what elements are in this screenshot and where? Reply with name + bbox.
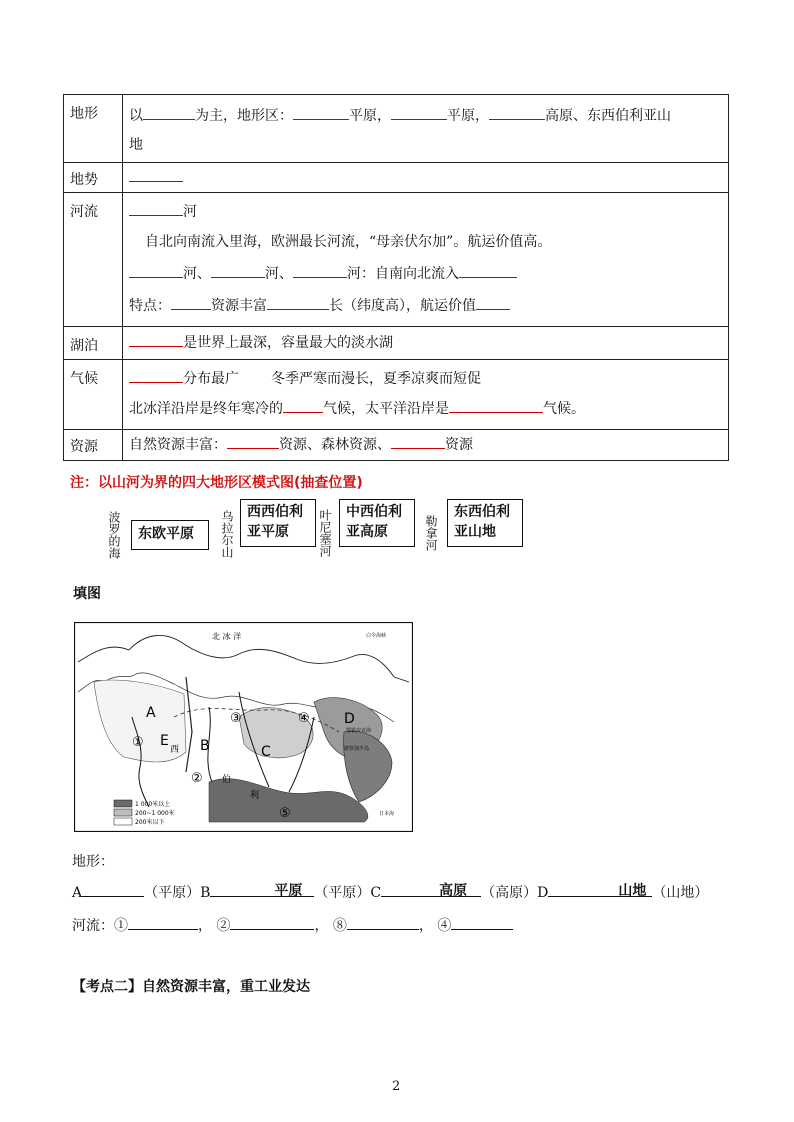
fill-blank[interactable] <box>230 913 314 930</box>
text: 河：自南向北流入 <box>347 266 459 282</box>
text: ， ⑧ <box>314 918 347 934</box>
terrain-answer-label: 地形： <box>72 854 114 870</box>
fill-blank[interactable] <box>128 913 198 930</box>
map-bo-label: 伯 <box>222 775 232 785</box>
fill-blank[interactable] <box>293 261 347 278</box>
map-num-3: ③ <box>230 711 242 726</box>
box-text: 亚山地 <box>454 524 496 540</box>
text: 高原、东西伯利亚山 <box>545 108 671 124</box>
row-label: 河流 <box>64 193 123 327</box>
fill-blank[interactable] <box>459 261 517 278</box>
row-label: 资源 <box>64 430 123 461</box>
map-num-5: ⑤ <box>279 806 291 821</box>
box-text: 亚平原 <box>247 524 289 540</box>
box-east-european-plain <box>131 520 209 550</box>
text: 自北向南流入里海，欧洲最长河流，“母亲伏尔加”。航运价值高。 <box>145 234 552 250</box>
box-text: 东西伯利 <box>454 504 510 520</box>
legend-2: 200~1 000米 <box>135 810 175 817</box>
fill-blank[interactable] <box>347 913 419 930</box>
text: 气候。 <box>543 401 585 417</box>
fill-blank[interactable] <box>211 261 265 278</box>
box-text: 东欧平原 <box>138 526 194 542</box>
row-label: 气候 <box>64 360 123 430</box>
box-text: 亚高原 <box>346 524 388 540</box>
box-text: 西西伯利 <box>247 504 303 520</box>
text: ， ④ <box>418 918 452 934</box>
fill-blank[interactable] <box>129 366 183 383</box>
resources-row <box>64 430 729 461</box>
slope-row <box>64 163 729 193</box>
fill-blank[interactable] <box>82 880 144 897</box>
fill-blank[interactable] <box>129 330 183 347</box>
text: 资源、森林资源、 <box>279 437 391 453</box>
row-label: 地形 <box>64 95 123 163</box>
fill-blank[interactable] <box>391 432 445 449</box>
fill-map-title: 填图 <box>73 586 101 602</box>
text: 以 <box>129 108 143 124</box>
text: 资源丰富 <box>211 298 267 314</box>
map-ocean-label: 北 冰 洋 <box>212 632 242 641</box>
map-okhotsk-label: 鄂霍次克海 <box>346 728 372 734</box>
fill-blank[interactable] <box>129 261 183 278</box>
map-japan-sea-label: 日本海 <box>379 811 395 817</box>
text: 为主，地形区： <box>195 108 293 124</box>
geography-table <box>63 94 729 461</box>
map-letter-e: E <box>160 733 169 749</box>
answer-text: 高原 <box>439 883 468 899</box>
text: A <box>72 885 83 901</box>
russia-relief-map <box>74 622 413 832</box>
text: 河 <box>183 204 197 220</box>
terrain-row <box>64 95 729 163</box>
rivers-row <box>64 193 729 327</box>
map-west-label: 西 <box>170 745 180 755</box>
map-kamchatka-label: 堪察加半岛 <box>344 746 370 752</box>
map-strait-label: 白令海峡 <box>366 633 387 639</box>
label-ural: 乌拉尔山 <box>220 510 234 558</box>
text: （山地） <box>652 885 709 901</box>
legend-1: 1 000米以上 <box>135 801 171 808</box>
answer-c[interactable] <box>381 880 481 897</box>
fill-blank[interactable] <box>449 396 543 413</box>
map-num-4: ④ <box>298 711 310 726</box>
text: 自然资源丰富： <box>129 437 227 453</box>
text: 河、 <box>183 266 211 282</box>
label-lena: 勒拿河 <box>424 515 438 551</box>
text: （平原）C <box>314 885 382 901</box>
text: 气候，太平洋沿岸是 <box>323 401 449 417</box>
map-num-2: ② <box>191 771 203 786</box>
map-num-1: ① <box>132 735 144 750</box>
row-label: 湖泊 <box>64 327 123 360</box>
text: 是世界上最深，容量最大的淡水湖 <box>183 335 393 351</box>
fill-blank[interactable] <box>143 103 195 120</box>
text: 河流：① <box>72 918 128 934</box>
answer-text: 平原 <box>274 883 303 899</box>
page-number: 2 <box>392 1079 401 1094</box>
text: 地 <box>129 137 143 153</box>
answer-b[interactable] <box>210 880 314 897</box>
box-east-siberian-mountains <box>447 499 523 547</box>
label-baltic: 波罗的海 <box>107 511 121 559</box>
text: 长（纬度高），航运价值 <box>329 298 476 314</box>
box-text: 中西伯利 <box>346 504 402 520</box>
fill-blank[interactable] <box>129 199 183 216</box>
fill-blank[interactable] <box>451 913 513 930</box>
river-answers-line <box>72 913 513 935</box>
fill-blank[interactable] <box>227 432 279 449</box>
label-yenisei: 叶尼塞河 <box>318 509 332 557</box>
terrain-answers-line <box>72 880 708 902</box>
map-letter-b: B <box>200 738 210 754</box>
fill-blank[interactable] <box>283 396 323 413</box>
text: （平原）B <box>144 885 211 901</box>
text: 冬季严寒而漫长，夏季凉爽而短促 <box>271 371 481 387</box>
map-letter-a: A <box>146 705 156 721</box>
text: ， ② <box>198 918 231 934</box>
text: 平原， <box>447 108 489 124</box>
answer-d[interactable] <box>548 880 652 897</box>
fill-blank[interactable] <box>129 165 183 182</box>
fill-blank[interactable] <box>489 103 545 120</box>
text: 资源 <box>445 437 473 453</box>
answer-text: 山地 <box>618 883 647 899</box>
fill-blank[interactable] <box>171 293 211 310</box>
kaodian-heading: 【考点二】自然资源丰富，重工业发达 <box>72 979 310 995</box>
map-li-label: 利 <box>250 791 260 801</box>
note-title: 注：以山河为界的四大地形区模式图(抽查位置) <box>70 475 363 491</box>
legend-3: 200米以下 <box>135 819 165 826</box>
map-letter-c: C <box>261 744 271 760</box>
row-label: 地势 <box>64 163 123 193</box>
fill-blank[interactable] <box>476 293 510 310</box>
text: 特点： <box>129 298 171 314</box>
text: 北冰洋沿岸是终年寒冷的 <box>129 401 283 417</box>
text: 分布最广 <box>183 371 239 387</box>
fill-blank[interactable] <box>293 103 349 120</box>
text: 平原， <box>349 108 391 124</box>
climate-row <box>64 360 729 430</box>
text: （高原）D <box>481 885 549 901</box>
lake-row <box>64 327 729 360</box>
text: 河、 <box>265 266 293 282</box>
fill-blank[interactable] <box>267 293 329 310</box>
box-west-siberian-plain <box>240 499 316 547</box>
map-letter-d: D <box>344 711 355 727</box>
box-central-siberian-plateau <box>339 499 415 547</box>
fill-blank[interactable] <box>391 103 447 120</box>
